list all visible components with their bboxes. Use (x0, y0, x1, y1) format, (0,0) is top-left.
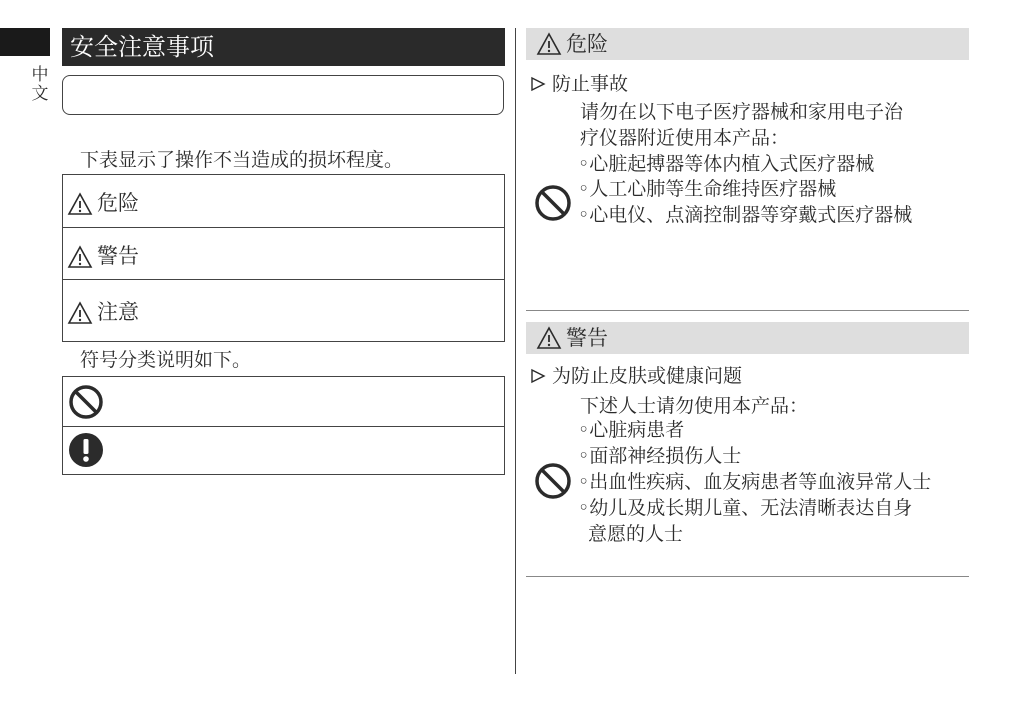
symbol-row-prohibition (63, 377, 504, 427)
page-title-bar (62, 28, 505, 66)
warning-subheading: 为防止皮肤或健康问题 (552, 365, 743, 387)
severity-row-danger (63, 175, 504, 228)
triangle-arrow-icon (530, 76, 546, 92)
danger-bullet: ◦心电仪、点滴控制器等穿戴式医疗器械 (578, 204, 913, 226)
symbol-intro-text: 符号分类说明如下。 (80, 349, 252, 371)
severity-table (62, 174, 505, 342)
section-divider (526, 310, 969, 311)
severity-label: 警告 (97, 244, 139, 268)
danger-text-line: 请勿在以下电子医疗器械和家用电子治 (580, 101, 904, 123)
warning-heading: 警告 (566, 326, 608, 350)
page-title: 安全注意事项 (70, 33, 214, 61)
warning-bullet: ◦出血性疾病、血友病患者等血液异常人士 (578, 471, 932, 493)
warning-bullet: ◦心脏病患者 (578, 419, 685, 441)
language-label: 中 文 (31, 65, 49, 104)
severity-label: 注意 (97, 300, 139, 324)
symbol-table (62, 376, 505, 475)
warning-triangle-icon (67, 301, 93, 325)
danger-bullet: ◦心脏起搏器等体内植入式医疗器械 (578, 153, 875, 175)
prohibition-icon (68, 384, 104, 420)
danger-text-line: 疗仪器附近使用本产品： (580, 127, 790, 149)
warning-heading-band (526, 322, 969, 354)
intro-text: 下表显示了操作不当造成的损坏程度。 (80, 149, 404, 171)
severity-row-caution (63, 280, 504, 341)
prohibition-icon (534, 184, 572, 222)
language-tab (0, 28, 50, 56)
warning-bullet-continuation: 意愿的人士 (588, 523, 684, 545)
empty-note-box (62, 75, 504, 115)
column-divider (515, 28, 516, 674)
warning-bullet: ◦面部神经损伤人士 (578, 445, 742, 467)
prohibition-icon (534, 462, 572, 500)
warning-triangle-icon (67, 245, 93, 269)
section-divider (526, 576, 969, 577)
danger-heading-band (526, 28, 969, 60)
warning-triangle-icon (67, 192, 93, 216)
symbol-row-mandatory (63, 426, 504, 475)
warning-text-line: 下述人士请勿使用本产品： (580, 395, 809, 417)
warning-triangle-icon (536, 326, 562, 350)
danger-subheading: 防止事故 (552, 73, 629, 95)
severity-row-warning (63, 228, 504, 280)
triangle-arrow-icon (530, 368, 546, 384)
warning-bullet: ◦幼儿及成长期儿童、无法清晰表达自身 (578, 497, 913, 519)
severity-label: 危险 (97, 191, 139, 215)
danger-bullet: ◦人工心肺等生命维持医疗器械 (578, 178, 837, 200)
danger-heading: 危险 (566, 32, 608, 56)
warning-triangle-icon (536, 32, 562, 56)
mandatory-icon (68, 432, 104, 468)
